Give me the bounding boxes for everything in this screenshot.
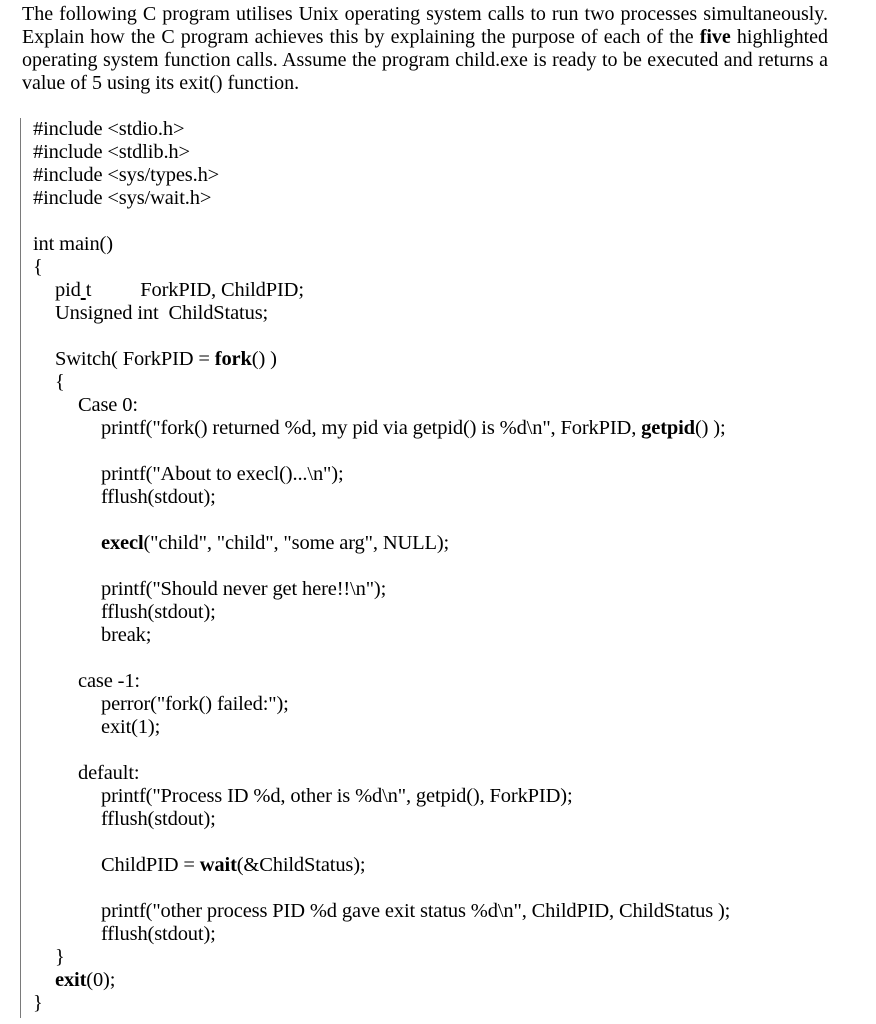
code-switch-pre: Switch( ForkPID = xyxy=(55,348,215,370)
code-break: break; xyxy=(101,624,152,646)
code-exit-args: (0); xyxy=(86,969,116,991)
code-main-open-brace: { xyxy=(33,256,43,278)
code-listing xyxy=(20,118,861,1018)
question-emphasis: five xyxy=(699,26,731,48)
code-switch-post: () ) xyxy=(251,348,277,370)
code-fork-call: fork xyxy=(214,348,252,370)
code-printf-never: printf("Should never get here!!\n"); xyxy=(101,578,387,600)
code-exit-one: exit(1); xyxy=(101,716,161,738)
code-exit-call: exit xyxy=(55,969,87,991)
code-include-stdio: #include <stdio.h> xyxy=(33,118,185,140)
code-fflush-1: fflush(stdout); xyxy=(101,486,216,508)
code-pid-vars: ForkPID, ChildPID; xyxy=(140,279,304,301)
code-switch-line xyxy=(55,348,277,371)
code-printf-execl: printf("About to execl()...\n"); xyxy=(101,463,344,485)
code-printf1-post: () ); xyxy=(694,417,726,439)
code-wait-pre: ChildPID = xyxy=(101,854,200,876)
code-getpid-call: getpid xyxy=(641,417,695,439)
code-switch-close-brace: } xyxy=(55,946,65,968)
code-declaration-status: Unsigned int ChildStatus; xyxy=(55,302,269,324)
question-part2: highlighted operating system function calls. Assume the program child.exe is ready to be executed and returns a value of 5 using its exit() function. xyxy=(22,26,828,94)
code-perror: perror("fork() failed:"); xyxy=(101,693,289,715)
question-part1: The following C program utilises Unix operating system calls to run two processes simultaneously. Explain how the C program achieves this by explaining the purpose of each of the xyxy=(22,3,828,48)
code-default-label: default: xyxy=(78,762,140,784)
code-exit-zero-line xyxy=(55,969,115,992)
code-declaration-pid xyxy=(55,279,304,302)
code-include-types: #include <sys/types.h> xyxy=(33,164,220,186)
code-fflush-2: fflush(stdout); xyxy=(101,601,216,623)
code-printf1-pre: printf("fork() returned %d, my pid via getpid() is %d\n", ForkPID, xyxy=(101,417,642,439)
code-execl-call: execl xyxy=(101,532,144,554)
code-case-zero: Case 0: xyxy=(78,394,138,416)
code-main-signature: int main() xyxy=(33,233,113,255)
code-execl-args: ("child", "child", "some arg", NULL); xyxy=(143,532,450,554)
code-fflush-3: fflush(stdout); xyxy=(101,808,216,830)
code-printf-process-id: printf("Process ID %d, other is %d\n", getpid(), ForkPID); xyxy=(101,785,573,807)
code-execl-line xyxy=(101,532,449,555)
code-pid-type-a: pid xyxy=(55,279,81,301)
code-pid-type-b: t xyxy=(85,279,92,301)
code-switch-open-brace: { xyxy=(55,371,65,393)
code-fflush-4: fflush(stdout); xyxy=(101,923,216,945)
code-wait-line xyxy=(101,854,365,877)
code-include-stdlib: #include <stdlib.h> xyxy=(33,141,190,163)
code-include-wait: #include <sys/wait.h> xyxy=(33,187,212,209)
code-case-neg-one: case -1: xyxy=(78,670,140,692)
question-text xyxy=(22,3,828,95)
code-printf-exit-status: printf("other process PID %d gave exit status %d\n", ChildPID, ChildStatus ); xyxy=(101,900,731,922)
code-printf-fork-line xyxy=(101,417,726,440)
code-wait-call: wait xyxy=(199,854,237,876)
code-wait-post: (&ChildStatus); xyxy=(236,854,366,876)
code-main-close-brace: } xyxy=(33,992,43,1014)
